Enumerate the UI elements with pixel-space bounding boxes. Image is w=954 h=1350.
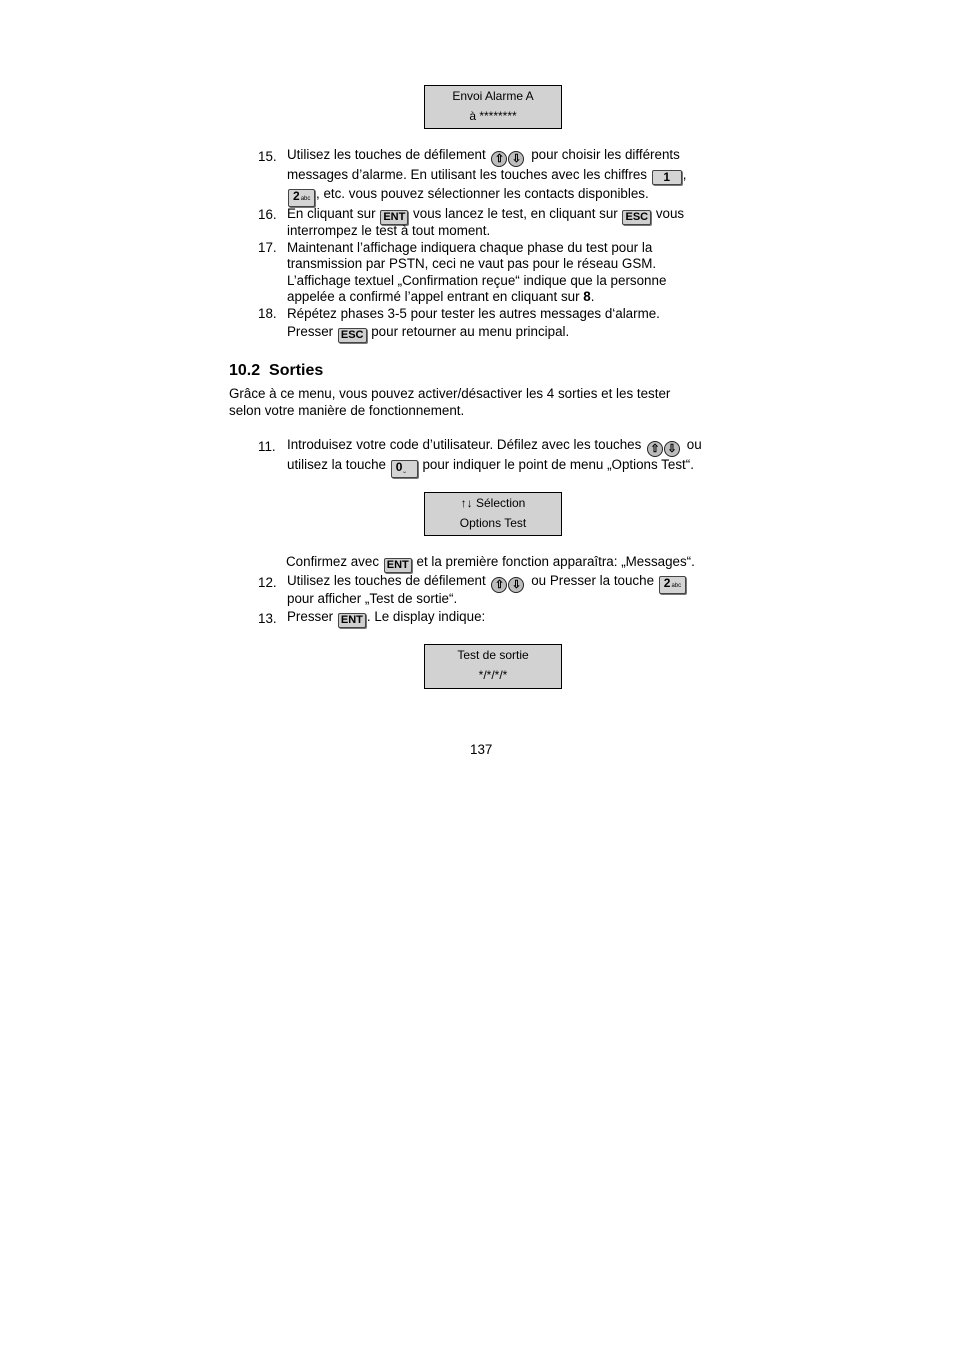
item17-text: appelée a confirmé l’appel entrant en cliquant sur: [287, 289, 580, 304]
item18-line-2: [287, 324, 569, 343]
item15-line-3: [287, 186, 649, 207]
lcd-display-test-de-sortie: [424, 644, 562, 689]
item16-text: En cliquant sur: [287, 206, 376, 221]
item12-text: Utilisez les touches de défilement: [287, 573, 486, 588]
item18-text: Presser: [287, 324, 334, 339]
list-number-17: 17.: [258, 240, 277, 255]
lcd-display-options-test: [424, 492, 562, 536]
item18-line-1: Répétez phases 3-5 pour tester les autres messages d‘alarme.: [287, 306, 660, 321]
item17-text: .: [590, 289, 595, 304]
lcd-line-1: Envoi Alarme A: [452, 89, 534, 103]
ent-key-icon: ENT: [380, 210, 408, 225]
scroll-keys-icon: [647, 440, 681, 457]
arrow-down-icon: ⇩: [508, 151, 524, 167]
key-1-icon: 1: [652, 170, 682, 185]
arrow-down-icon: ⇩: [664, 441, 680, 457]
item13-text: . Le display indique:: [366, 609, 486, 624]
esc-key-icon: ESC: [622, 210, 651, 225]
item11-text: pour indiquer le point de menu „Options Test“.: [422, 457, 694, 472]
item15-text: messages d’alarme. En utilisant les touches avec les chiffres: [287, 167, 647, 182]
item15-text: , etc. vous pouvez sélectionner les contacts disponibles.: [316, 186, 649, 201]
list-number-12: 12.: [258, 575, 277, 590]
list-number-11: 11.: [258, 439, 276, 454]
lcd-line-2: Options Test: [459, 516, 527, 530]
item17-line-1: Maintenant l’affichage indiquera chaque phase du test pour la: [287, 240, 653, 255]
scroll-keys-icon: [491, 150, 525, 167]
confirm-line: [286, 554, 695, 573]
item15-text: ,: [682, 167, 687, 182]
list-number-16: 16.: [258, 207, 277, 222]
item16-text: vous: [655, 206, 685, 221]
list-number-15: 15.: [258, 149, 277, 164]
ent-key-icon: ENT: [384, 558, 412, 573]
item17-bold-digit: 8: [583, 289, 591, 304]
intro-line-2: selon votre manière de fonctionnement.: [229, 403, 465, 418]
item11-line-1: [287, 437, 702, 457]
arrow-up-icon: ⇧: [491, 151, 507, 167]
list-number-13: 13.: [258, 611, 277, 626]
item11-text: Introduisez votre code d’utilisateur. Défilez avec les touches: [287, 437, 642, 452]
item11-line-2: [287, 457, 694, 478]
item12-text: ou Presser la touche: [531, 573, 655, 588]
key-2-icon: 2abc: [288, 189, 315, 207]
item11-text: ou: [686, 437, 702, 452]
item15-text: Utilisez les touches de défilement: [287, 147, 486, 162]
item18-text: pour retourner au menu principal.: [371, 324, 570, 339]
key-0-icon: 0⎵: [391, 460, 418, 478]
item15-line-1: [287, 147, 680, 167]
arrow-up-icon: ⇧: [491, 577, 507, 593]
item12-line-2: pour afficher „Test de sortie“.: [287, 591, 458, 606]
lcd-line-2: */*/*/*: [478, 668, 508, 682]
item11-text: utilisez la touche: [287, 457, 386, 472]
list-number-18: 18.: [258, 306, 277, 321]
confirm-text: et la première fonction apparaîtra: „Messages“.: [416, 554, 695, 569]
item17-line-2: transmission par PSTN, ceci ne vaut pas pour le réseau GSM.: [287, 256, 657, 271]
lcd-line-1: Test de sortie: [457, 648, 529, 662]
lcd-line-2: à ********: [469, 109, 517, 123]
lcd-display-envoi-alarme: [424, 85, 562, 129]
confirm-text: Confirmez avec: [286, 554, 380, 569]
page-number: 137: [470, 742, 493, 757]
item16-text: vous lancez le test, en cliquant sur: [413, 206, 618, 221]
item13-line-1: [287, 609, 485, 628]
item16-line-2: interrompez le test à tout moment.: [287, 223, 491, 238]
key-2-icon: 2abc: [659, 576, 686, 594]
item17-line-4: [287, 289, 594, 305]
section-title: Sorties: [269, 362, 324, 379]
scroll-keys-icon: [491, 576, 525, 593]
section-heading: [229, 362, 323, 380]
item13-text: Presser: [287, 609, 334, 624]
item15-line-2: [287, 167, 686, 185]
lcd-line-1: ↑↓ Sélection: [460, 496, 526, 510]
section-number: 10.2: [229, 362, 261, 379]
ent-key-icon: ENT: [338, 613, 366, 628]
item15-text: pour choisir les différents: [531, 147, 680, 162]
arrow-up-icon: ⇧: [647, 441, 663, 457]
arrow-down-icon: ⇩: [508, 577, 524, 593]
item17-line-3: L’affichage textuel „Confirmation reçue“ indique que la personne: [287, 273, 667, 288]
intro-line-1: Grâce à ce menu, vous pouvez activer/désactiver les 4 sorties et les tester: [229, 386, 671, 401]
esc-key-icon: ESC: [338, 328, 367, 343]
